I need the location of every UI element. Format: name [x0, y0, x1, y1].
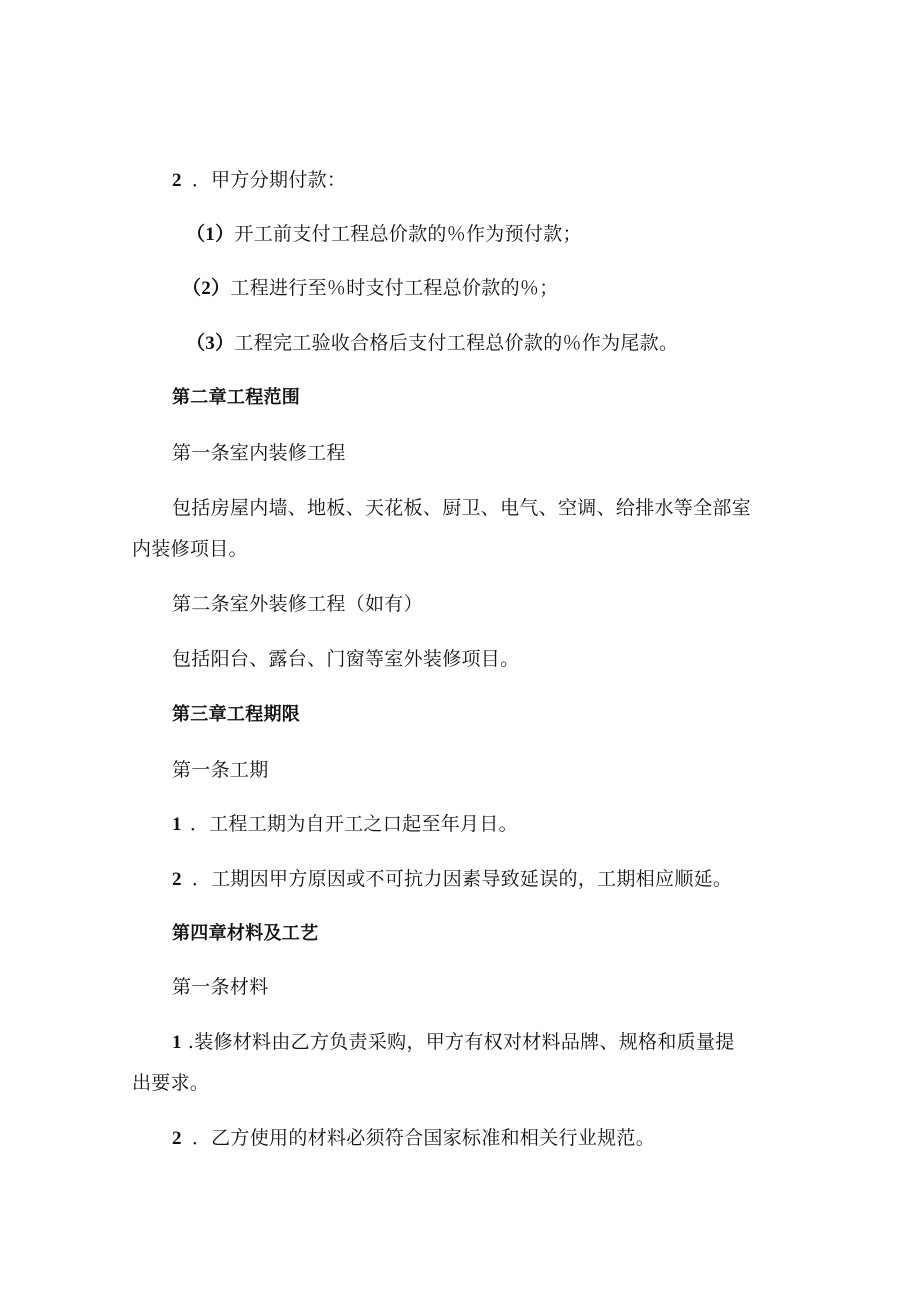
item-text: ．乙方使用的材料必须符合国家标准和相关行业规范。 — [191, 1127, 656, 1149]
item-number: 1 — [172, 814, 182, 835]
chapter-2-article-2-body: 包括阳台、露台、门窗等室外装修项目。 — [172, 648, 520, 670]
chapter-4-item-1-line-1 — [172, 1030, 735, 1055]
item-text: 工程完工验收合格后支付工程总价款的％作为尾款。 — [234, 332, 679, 354]
installment-item-1 — [186, 222, 582, 247]
item-number: 2 — [172, 170, 182, 191]
chapter-2-article-1-body-line-2: 内装修项目。 — [132, 538, 248, 560]
chapter-3-item-1 — [172, 812, 518, 837]
chapter-4-item-1-line-2: 出要求。 — [132, 1072, 210, 1094]
item-number: （2） — [182, 278, 231, 299]
chapter-2-title: 第二章工程范围 — [172, 387, 301, 408]
installment-item-3 — [186, 331, 678, 356]
chapter-4-title: 第四章材料及工艺 — [172, 923, 319, 944]
item-text: 开工前支付工程总价款的％作为预付款； — [234, 223, 582, 245]
chapter-3-item-2 — [172, 867, 732, 892]
chapter-2-article-2-title: 第二条室外装修工程（如有） — [172, 593, 423, 615]
chapter-4-article-1-title: 第一条材料 — [172, 976, 269, 998]
item-number: （3） — [186, 333, 235, 354]
item-number: 1 — [172, 1032, 182, 1053]
chapter-3-title: 第三章工程期限 — [172, 704, 301, 725]
item-text: ．甲方分期付款： — [191, 169, 347, 191]
installment-heading — [172, 168, 346, 193]
item-text: 工程进行至％时支付工程总价款的％； — [230, 277, 559, 299]
chapter-4-item-2 — [172, 1126, 655, 1151]
item-text: ．工期因甲方原因或不可抗力因素导致延误的，工期相应顺延。 — [191, 868, 733, 890]
item-number: 2 — [172, 869, 182, 890]
item-number: 2 — [172, 1128, 182, 1149]
chapter-3-article-1-title: 第一条工期 — [172, 759, 269, 781]
item-text: ．工程工期为自开工之口起至年月日。 — [189, 813, 518, 835]
chapter-2-article-1-body-line-1: 包括房屋内墙、地板、天花板、厨卫、电气、空调、给排水等全部室 — [172, 497, 752, 519]
installment-item-2 — [182, 276, 559, 301]
chapter-2-article-1-title: 第一条室内装修工程 — [172, 442, 346, 464]
item-number: （1） — [186, 224, 235, 245]
item-text: .装修材料由乙方负责采购，甲方有权对材料品牌、规格和质量提 — [187, 1031, 735, 1053]
